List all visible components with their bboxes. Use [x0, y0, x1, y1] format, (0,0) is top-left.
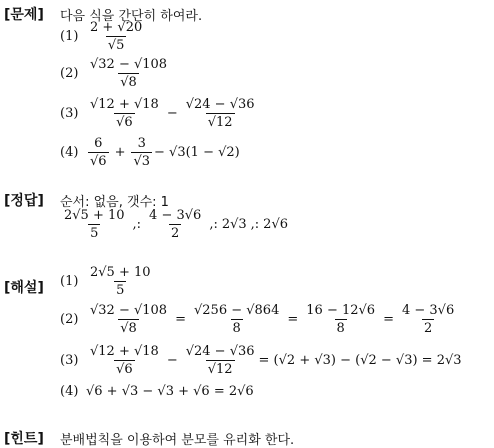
fraction	[184, 344, 257, 377]
denominator: 2	[171, 226, 180, 241]
fraction	[88, 303, 169, 336]
expression-tail: = (√2 + √3) − (√2 − √3) = 2√3	[258, 353, 462, 368]
fraction	[192, 303, 281, 336]
solution-label: [해설]	[4, 280, 44, 296]
denominator: √8	[120, 321, 137, 336]
denominator: √6	[116, 115, 133, 130]
numerator: 3	[137, 136, 146, 151]
problem-item-2	[60, 57, 171, 90]
item-number: (2)	[60, 312, 79, 327]
hint-label: [힌트]	[4, 431, 44, 447]
expression-tail: − √3(1 − √2)	[154, 145, 240, 160]
operator: −	[166, 106, 178, 121]
solution-3	[60, 344, 462, 377]
item-number: (3)	[60, 353, 79, 368]
denominator: 8	[336, 321, 345, 336]
numerator: 2 + √20	[90, 20, 143, 35]
separator: ,:	[250, 217, 260, 232]
numerator: 16 − 12√6	[306, 303, 376, 318]
numerator: 2√5 + 10	[90, 265, 151, 280]
answer-4: 2√6	[263, 217, 288, 232]
denominator: √8	[120, 75, 137, 90]
denominator: √6	[90, 154, 107, 169]
equals: =	[175, 312, 186, 327]
answer-meta: 순서: 없음, 갯수: 1	[60, 195, 169, 210]
solution-4	[60, 384, 254, 399]
answer-3: 2√3	[221, 217, 247, 232]
denominator: √3	[133, 154, 151, 169]
denominator: √12	[207, 362, 233, 377]
fraction	[400, 303, 456, 336]
denominator: √6	[116, 362, 133, 377]
item-number: (3)	[60, 106, 79, 121]
problem-label: [문제]	[4, 7, 44, 23]
denominator: 2	[423, 321, 433, 336]
item-number: (4)	[60, 145, 79, 160]
fraction	[88, 344, 161, 377]
denominator: 5	[116, 283, 125, 298]
fraction	[88, 57, 169, 90]
numerator: √32 − √108	[90, 57, 168, 72]
numerator: 6	[94, 136, 103, 151]
problem-intro: 다음 식을 간단히 하여라.	[60, 9, 203, 24]
problem-item-4	[60, 136, 240, 169]
fraction	[304, 303, 377, 336]
operator: +	[114, 145, 126, 160]
fraction	[184, 97, 257, 130]
denominator: 5	[90, 226, 99, 241]
equals: =	[287, 312, 299, 327]
answer-values	[60, 208, 288, 241]
answer-1	[62, 208, 127, 241]
separator: ,:	[209, 217, 218, 232]
item-number: (2)	[60, 66, 79, 81]
fraction	[131, 136, 152, 169]
solution-2	[60, 303, 458, 336]
fraction	[88, 265, 153, 298]
fraction	[88, 97, 161, 130]
denominator: √12	[207, 115, 233, 130]
item-number: (1)	[60, 29, 79, 44]
item-number: (4)	[60, 384, 79, 399]
numerator: 2√5 + 10	[64, 208, 125, 223]
numerator: √12 + √18	[90, 344, 159, 359]
problem-item-1	[60, 20, 146, 53]
hint-text: 분배법칙을 이용하여 분모를 유리화 한다.	[60, 433, 295, 448]
solution-1	[60, 265, 155, 298]
item-number: (1)	[60, 274, 79, 289]
fraction	[88, 136, 109, 169]
numerator: √24 − √36	[185, 344, 255, 359]
numerator: 4 − 3√6	[401, 303, 455, 318]
numerator: 4 − 3√6	[149, 208, 202, 223]
denominator: √5	[107, 38, 125, 53]
numerator: √256 − √864	[194, 303, 280, 318]
answer-label: [정답]	[4, 193, 44, 209]
fraction	[88, 20, 144, 53]
problem-item-3	[60, 97, 259, 130]
numerator: √32 − √108	[90, 303, 168, 318]
expression: √6 + √3 − √3 + √6 = 2√6	[86, 384, 254, 399]
denominator: 8	[232, 321, 241, 336]
answer-2	[147, 208, 203, 241]
numerator: √12 + √18	[90, 97, 159, 112]
operator: −	[166, 353, 178, 368]
equals: =	[383, 312, 394, 327]
numerator: √24 − √36	[185, 97, 255, 112]
separator: ,:	[132, 217, 142, 232]
